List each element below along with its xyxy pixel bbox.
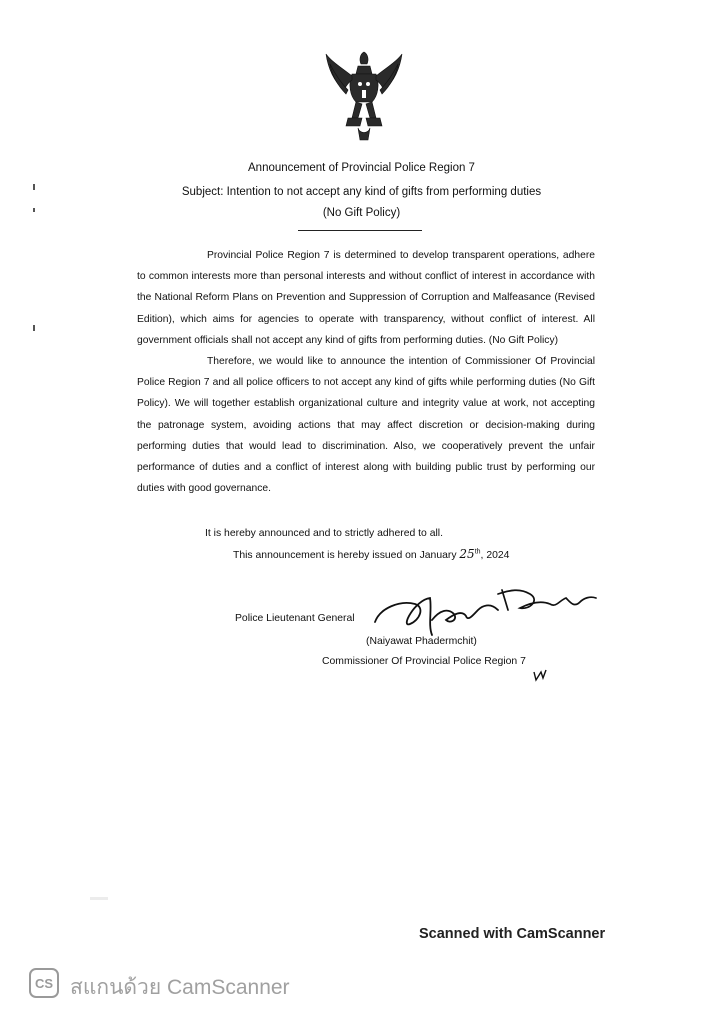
subject-line: Subject: Intention to not accept any kind of gifts from performing duties (181, 186, 542, 198)
scan-smudge (90, 897, 108, 900)
announced-line: It is hereby announced and to strictly adhered to all. (205, 528, 443, 539)
signatory-rank: Police Lieutenant General (235, 613, 355, 624)
margin-mark (33, 325, 35, 331)
title-divider (298, 230, 422, 231)
scanned-with-label: Scanned with CamScanner (419, 926, 606, 942)
announcement-title: Announcement of Provincial Police Region 7 (248, 162, 475, 174)
issued-year: , 2024 (480, 550, 510, 561)
margin-mark (33, 184, 35, 190)
issued-prefix: This announcement is hereby issued on January (233, 550, 457, 561)
policy-label: (No Gift Policy) (322, 207, 401, 219)
issued-suffix: th (474, 548, 481, 556)
handwritten-signature (370, 580, 600, 640)
garuda-emblem (322, 44, 406, 144)
initial-mark (532, 668, 548, 682)
issued-day: 25 (459, 547, 475, 561)
body-paragraph-2: Therefore, we would like to announce the intention of Commissioner Of Provincial Police Region 7 and all police officers to not accept any kind of gifts while performing duties (No Gift Policy). We will together establish organizational culture and integrity value at work, not accepting the patronage system, avoiding actions that may affect discretion or decision-making during performing duties that would lead to discrimination. Also, we cooperatively prevent the unfair performance of duties and a conflict of interest along with building public trust by performing our duties with good governance. (137, 356, 595, 495)
announcement-body (137, 245, 595, 499)
camscanner-watermark: สแกนด้วย CamScanner (70, 976, 290, 999)
camscanner-logo: CS (29, 968, 59, 998)
issued-line (233, 547, 509, 561)
signatory-position: Commissioner Of Provincial Police Region 7 (322, 656, 526, 667)
margin-mark (33, 208, 35, 212)
body-paragraph-1: Provincial Police Region 7 is determined to develop transparent operations, adhere to common interests more than personal interests and without conflict of interest in accordance with the National Reform Plans on Prevention and Suppression of Corruption and Malfeasance (Revised Edition), which aims for agencies to operate with transparency, without conflict of interest. All government officials shall not accept any kind of gifts from performing duties. (No Gift Policy) (137, 250, 595, 346)
signatory-name: (Naiyawat Phadermchit) (366, 636, 477, 647)
